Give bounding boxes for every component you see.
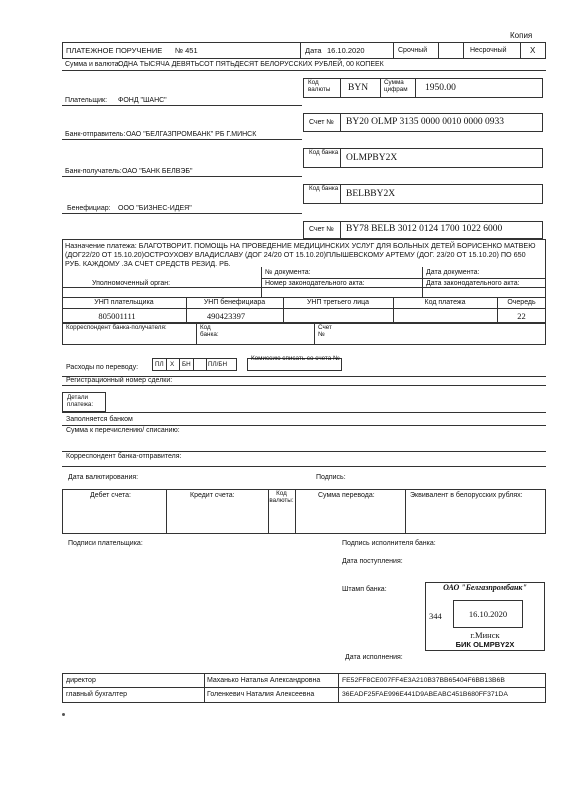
execution-date-label: Дата исполнения: <box>345 654 403 661</box>
sum-digits: 1950.00 <box>425 83 456 93</box>
signer-role: главный бухгалтер <box>66 691 127 698</box>
authorized-body-label: Уполномоченный орган: <box>92 280 171 287</box>
currency-code-label: Код валюты <box>308 79 331 93</box>
urgent-label: Срочный <box>398 47 428 54</box>
receipt-date-label: Дата поступления: <box>342 558 403 565</box>
unp-third-label: УНП третьего лица <box>306 299 370 306</box>
debit-account-label: Дебет счета: <box>90 492 131 499</box>
unp-payer: 805001111 <box>98 311 136 321</box>
sender-bank-name: ОАО "БЕЛГАЗПРОМБАНК" РБ Г.МИНСК <box>126 131 257 138</box>
payer-name: ФОНД "ШАНС" <box>118 97 167 104</box>
beneficiary-account-label: Счет № <box>309 226 334 233</box>
stamp-bik: БИК OLMPBY2X <box>455 640 515 649</box>
signer-hash: FE52FF8CE007FF4E3A210B37BB65404F6BB13B6B <box>342 677 505 684</box>
copy-label: Копия <box>510 31 533 40</box>
date-label: Дата <box>305 46 322 55</box>
queue-label: Очередь <box>507 299 536 306</box>
unp-beneficiary: 490423397 <box>206 311 246 321</box>
nonurgent-mark: X <box>530 46 536 55</box>
receiver-bank-box <box>303 184 543 204</box>
signer-role: директор <box>66 677 96 684</box>
purpose-text: Назначение платежа: БЛАГОТВОРИТ. ПОМОЩЬ НА ПРОВЕДЕНИЕ МЕДИЦИНСКИХ УСЛУГ ДЛЯ БОЛЬНЫХ ДЕТЕЙ БОРИСЕНКО МАТВЕЮ (ДОГ22/20 ОТ 15.10.20)ОСТРОУХОВУ ВЛАДИСЛАВУ (ДОГ 24/20 ОТ 15.10.20)ПЛЫШЕВСКОМУ АРТЕМУ (ДОГ. 23/20 ОТ 15.10.20) ПО 650 РУБ. КАЖДОМУ .ЗА СЧЕТ СРЕДСТВ РЕЗИД. РБ. <box>65 241 536 268</box>
transfer-sum-label: Сумма перевода: <box>318 492 375 499</box>
payer-account: BY20 OLMP 3135 0000 0010 0000 0933 <box>346 117 504 127</box>
doc-number-label: № документа: <box>265 269 311 276</box>
receiver-bank-code: BELBBY2X <box>346 189 396 199</box>
payer-signatures-label: Подписи плательщика: <box>68 540 143 547</box>
executor-signature-label: Подпись исполнителя банка: <box>342 540 436 547</box>
commission-label: Комиссию списать со счета № <box>251 355 340 362</box>
sender-bank-box <box>303 148 543 168</box>
form-number: № 451 <box>175 46 198 55</box>
stamp-bank-name: ОАО "Белгазпромбанк" <box>443 583 527 592</box>
receiver-bank-name: ОАО "БАНК БЕЛВЭБ" <box>122 168 193 175</box>
beneficiary-account: BY78 BELB 3012 0124 1700 1022 6000 <box>346 224 503 234</box>
correspondent-account-label: Счет № <box>318 324 332 338</box>
expenses-opt-shared: ПЛ/БН <box>208 361 228 368</box>
stamp-number: 344 <box>429 611 442 621</box>
beneficiary-label: Бенефициар: <box>67 205 111 212</box>
form-title: ПЛАТЕЖНОЕ ПОРУЧЕНИЕ <box>66 46 163 55</box>
bank-stamp-label: Штамп банка: <box>342 586 387 593</box>
credit-account-label: Кредит счета: <box>190 492 235 499</box>
form-date: 16.10.2020 <box>327 46 365 55</box>
signer-name: Голенкевич Наталия Алексеевна <box>207 691 315 698</box>
value-date-label: Дата валютирования: <box>68 474 139 481</box>
expenses-opt-payer: ПЛ <box>155 361 164 368</box>
sender-correspondent-label: Корреспондент банка-отправителя: <box>66 453 182 460</box>
sender-bank-label: Банк-отправитель: <box>65 131 126 138</box>
expenses-label: Расходы по переводу: <box>66 364 139 371</box>
amount-words: ОДНА ТЫСЯЧА ДЕВЯТЬСОТ ПЯТЬДЕСЯТ БЕЛОРУССКИХ РУБЛЕЙ, 00 КОПЕЕК <box>118 61 384 68</box>
amount-label: Сумма и валюта: <box>65 61 121 68</box>
filled-by-bank-label: Заполняется банком <box>66 416 133 423</box>
receiver-bank-label: Банк-получатель: <box>65 168 122 175</box>
currency-code: BYN <box>348 83 369 93</box>
queue-value: 22 <box>517 311 526 321</box>
signer-name: Маханько Наталья Александровна <box>207 677 321 684</box>
receiver-bank-code-label: Код банка <box>309 185 339 192</box>
signature-label: Подпись: <box>316 474 346 481</box>
law-date-label: Дата законодательного акта: <box>426 280 520 287</box>
correspondent-label: Корреспондент банка-получателя: <box>66 324 167 331</box>
sum-transfer-label: Сумма к перечислению/ списанию: <box>66 427 180 434</box>
expenses-mark: Х <box>170 361 175 368</box>
expenses-opt-beneficiary: БН <box>182 361 191 368</box>
details-label: Детали платежа: <box>67 394 94 408</box>
sum-digits-label: Сумма цифрам <box>384 79 408 93</box>
unp-beneficiary-label: УНП бенефициара <box>203 299 266 306</box>
equivalent-label: Эквивалент в белорусских рублях: <box>410 492 523 499</box>
signer-hash: 36EADF25FAE996E441D9ABEABC451B680FF371DA <box>342 691 508 698</box>
payer-account-label: Счет № <box>309 119 334 126</box>
doc-date-label: Дата документа: <box>426 269 480 276</box>
payment-code-label: Код платежа <box>424 299 466 306</box>
payer-label: Плательщик: <box>65 97 108 104</box>
unp-payer-label: УНП плательщика <box>94 299 154 306</box>
stamp-city: г.Минск <box>470 630 500 640</box>
sender-bank-code-label: Код банка <box>309 149 339 156</box>
nonurgent-label: Несрочный <box>470 47 507 54</box>
correspondent-code-label: Код банка: <box>200 324 219 338</box>
beneficiary-name: ООО "БИЗНЕС-ИДЕЯ" <box>118 205 192 212</box>
law-number-label: Номер законодательного акта: <box>265 280 365 287</box>
sender-bank-code: OLMPBY2X <box>346 153 398 163</box>
stamp-date: 16.10.2020 <box>468 609 508 619</box>
reg-number-label: Регистрационный номер сделки: <box>66 377 173 384</box>
currency-code-col-label: Код валюты: <box>269 490 294 504</box>
dot-mark <box>62 713 65 716</box>
